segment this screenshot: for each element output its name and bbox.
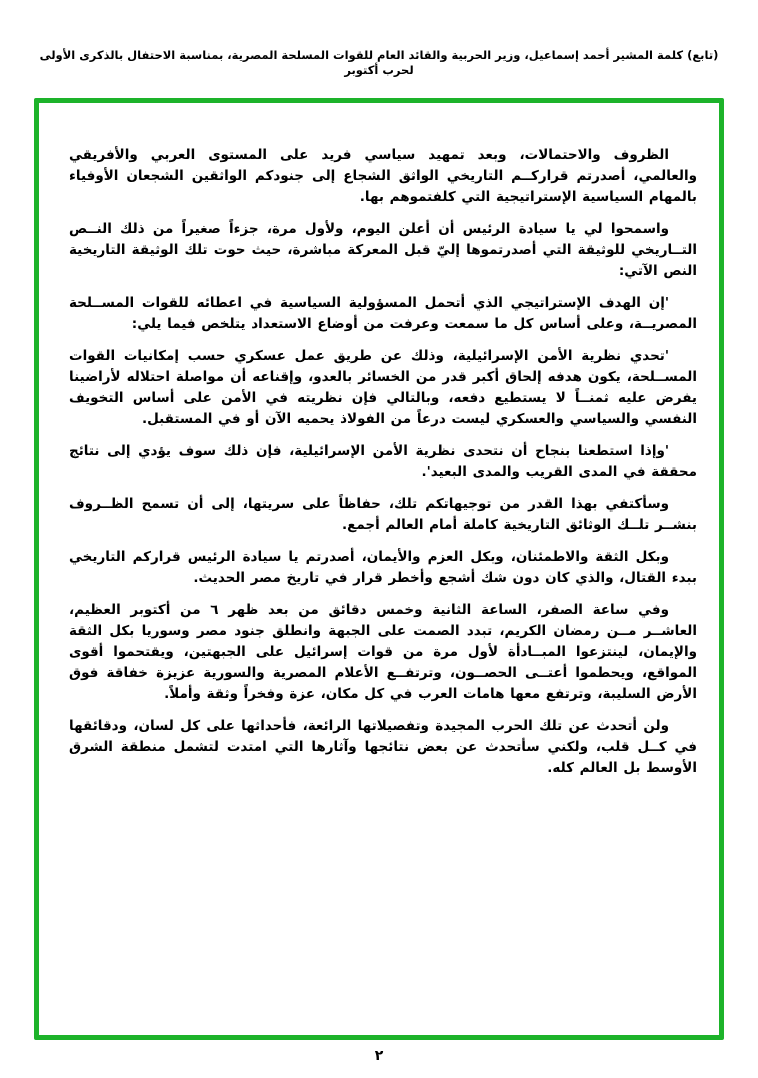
paragraph: واسمحوا لي يا سيادة الرئيس أن أعلن اليوم، ولأول مرة، جزءاً صغيراً من ذلك النــص التــاريخي للوثيقة التي أصدرتموها إليّ قبل المعركة مباشرة، حيث حوت تلك الوثيقة التاريخية النص الآتي: <box>69 220 697 279</box>
paragraph: الظروف والاحتمالات، وبعد تمهيد سياسي فريد على المستوى العربي والأفريقي والعالمي، أصدرتم قراركــم التاريخي الواثق الشجاع إلى جنودكم الواثقين الشجعان الأوفياء بالمهام السياسية الإستراتيجية التي كلفتموهم بها. <box>69 146 697 205</box>
page-content <box>39 103 719 779</box>
page-frame <box>34 98 724 1040</box>
paragraph: ولن أتحدث عن تلك الحرب المجيدة وتفصيلاتها الرائعة، فأحداثها على كل لسان، ودقائقها في كــل قلب، ولكني سأتحدث عن بعض نتائجها وآثارها التي امتدت لتشمل منطقة الشرق الأوسط بل العالم كله. <box>69 717 697 776</box>
paragraph: وفي ساعة الصفر، الساعة الثانية وخمس دقائق من بعد ظهر ٦ من أكتوبر العظيم، العاشــر مــن رمضان الكريم، تبدد الصمت على الجبهة وانطلق جنود مصر وسوريا بكل الثقة والإيمان، لينتزعوا المبــادأة لأول مرة من قوات إسرائيل على الجبهتين، ويقتحموا أقوى المواقع، ويحطموا أعتــى الحصــون، وترتفــع الأعلام المصرية والسورية عزيزة خفاقة فوق الأرض السليبة، وترتفع معها هامات العرب في كل مكان، عزة وفخراً وثقة وأملاً. <box>69 601 697 702</box>
paragraph: 'إن الهدف الإستراتيجي الذي أتحمل المسؤولية السياسية في اعطائه للقوات المســلحة المصريــة، وعلى أساس كل ما سمعت وعرفت من أوضاع الاستعداد يتلخص فيما يلي: <box>69 294 697 332</box>
paragraph: 'وإذا استطعنا بنجاح أن نتحدى نظرية الأمن الإسرائيلية، فإن ذلك سوف يؤدي إلى نتائج محققة في المدى القريب والمدى البعيد'. <box>69 442 697 480</box>
paragraph: وبكل الثقة والاطمئنان، وبكل العزم والأيمان، أصدرتم يا سيادة الرئيس قراركم التاريخي ببدء القتال، والذي كان دون شك أشجع وأخطر قرار في تاريخ مصر الحديث. <box>69 548 697 586</box>
page-number: ٢ <box>374 1047 384 1064</box>
paragraph: وسأكتفي بهذا القدر من توجيهاتكم تلك، حفاظاً على سريتها، إلى أن تسمح الظــروف بنشــر تلــك الوثائق التاريخية كاملة أمام العالم أجمع. <box>69 495 697 533</box>
paragraph: 'تحدي نظرية الأمن الإسرائيلية، وذلك عن طريق عمل عسكري حسب إمكانيات القوات المســلحة، يكون هدفه إلحاق أكبر قدر من الخسائر بالعدو، وإقناعه أن مواصلة احتلاله لأراضينا يفرض عليه ثمنــاً لا يستطيع دفعه، وبالتالي فإن نظريته في الأمن على أساس التخويف النفسي والسياسي والعسكري ليست درعاً من الفولاذ يحميه الآن أو في المستقبل. <box>69 347 697 427</box>
document-header: (تابع) كلمة المشير أحمد إسماعيل، وزير الحربية والقائد العام للقوات المسلحة المصرية، بمناسبة الاحتفال بالذكرى الأولى لحرب أكتوبر <box>39 48 719 77</box>
